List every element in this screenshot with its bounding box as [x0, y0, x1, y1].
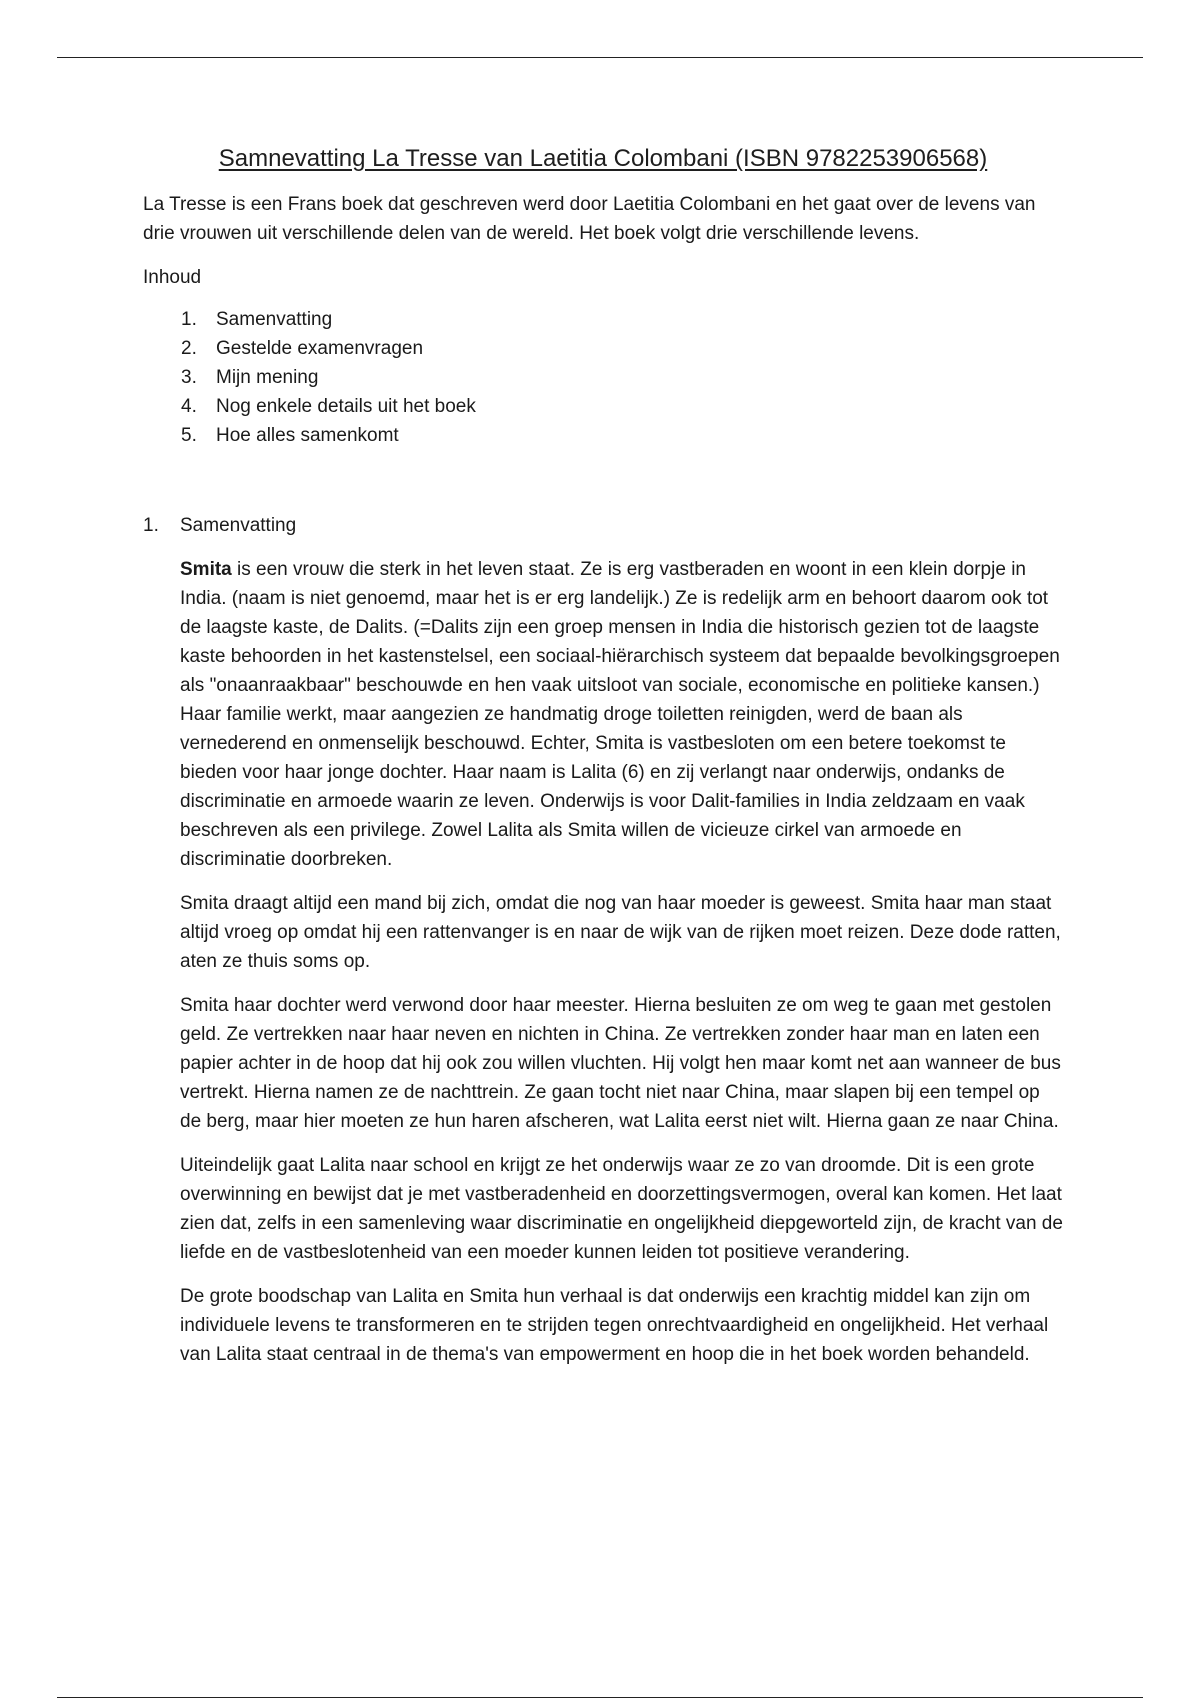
toc-item-label: Nog enkele details uit het boek — [216, 396, 476, 417]
header-rule — [57, 57, 1143, 58]
toc-item — [181, 305, 1063, 334]
toc-item-number: 1. — [181, 309, 197, 330]
section-body — [143, 555, 1063, 1369]
toc-item-number: 5. — [181, 425, 197, 446]
intro-paragraph: La Tresse is een Frans boek dat geschreven werd door Laetitia Colombani en het gaat over de levens van drie vrouwen uit verschillende delen van de wereld. Het boek volgt drie verschillende levens. — [143, 194, 1036, 244]
section-number: 1. — [143, 515, 159, 536]
table-of-contents — [143, 305, 1063, 450]
toc-item-label: Mijn mening — [216, 367, 319, 388]
body-paragraph: Smita haar dochter werd verwond door haar meester. Hierna besluiten ze om weg te gaan met gestolen geld. Ze vertrekken naar haar neven en nichten in China. Ze vertrekken zonder haar man en laten een papier achter in de hoop dat hij ook zou willen vluchten. Hij volgt hen maar komt net aan wanneer de bus vertrekt. Hierna namen ze de nachttrein. Ze gaan tocht niet naar China, maar slapen bij een tempel op de berg, maar hier moeten ze hun haren afscheren, wat Lalita eerst niet wilt. Hierna gaan ze naar China. — [180, 995, 1061, 1132]
toc-item — [181, 334, 1063, 363]
toc-item-label: Samenvatting — [216, 309, 333, 330]
paragraph-text: is een vrouw die sterk in het leven staat. Ze is erg vastberaden en woont in een klein dorpje in India. (naam is niet genoemd, maar het is er erg landelijk.) Ze is redelijk arm en behoort daarom ook tot de laagste kaste, de Dalits. (=Dalits zijn een groep mensen in India die historisch gezien tot de laagste kaste behoorden in het kastenstelsel, een sociaal-hiërarchisch systeem dat bepaalde bevolkingsgroepen als "onaanraakbaar" beschouwde en hen vaak uitsloot van sociale, economische en politieke kansen.) Haar familie werkt, maar aangezien ze handmatig droge toiletten reinigden, werd de baan als vernederend en onmenselijk beschouwd. Echter, Smita is vastbesloten om een betere toekomst te bieden voor haar jonge dochter. Haar naam is Lalita (6) en zij verlangt naar onderwijs, ondanks de discriminatie en armoede waarin ze leven. Onderwijs is voor Dalit-families in India zeldzaam en vaak beschreven als een privilege. Zowel Lalita als Smita willen de vicieuze cirkel van armoede en discriminatie doorbreken. — [180, 559, 1060, 870]
document-page — [143, 142, 1063, 1384]
toc-item-number: 4. — [181, 396, 197, 417]
section-heading-samenvatting — [143, 511, 1063, 540]
toc-item-label: Gestelde examenvragen — [216, 338, 424, 359]
toc-item — [181, 363, 1063, 392]
section-heading-label: Samenvatting — [180, 515, 297, 536]
document-title: Samnevatting La Tresse van Laetitia Colombani (ISBN 9782253906568) — [218, 145, 988, 172]
footer-rule — [57, 1697, 1143, 1698]
body-paragraph — [180, 555, 1063, 874]
toc-item-label: Hoe alles samenkomt — [216, 425, 399, 446]
bold-name: Smita — [180, 559, 232, 580]
toc-item-number: 3. — [181, 367, 197, 388]
body-paragraph: Smita draagt altijd een mand bij zich, omdat die nog van haar moeder is geweest. Smita haar man staat altijd vroeg op omdat hij een rattenvanger is en naar de wijk van de rijken moet reizen. Deze dode ratten, aten ze thuis soms op. — [180, 893, 1061, 972]
toc-heading: Inhoud — [143, 267, 202, 288]
body-paragraph: Uiteindelijk gaat Lalita naar school en krijgt ze het onderwijs waar ze zo van droomde. Dit is een grote overwinning en bewijst dat je met vastberadenheid en doorzettingsvermogen, overal kan komen. Het laat zien dat, zelfs in een samenleving waar discriminatie en ongelijkheid diepgeworteld zijn, de kracht van de liefde en de vastbeslotenheid van een moeder kunnen leiden tot positieve verandering. — [180, 1155, 1063, 1263]
body-paragraph: De grote boodschap van Lalita en Smita hun verhaal is dat onderwijs een krachtig middel kan zijn om individuele levens te transformeren en te strijden tegen onrechtvaardigheid en ongelijkheid. Het verhaal van Lalita staat centraal in de thema's van empowerment en hoop die in het boek worden behandeld. — [180, 1286, 1049, 1365]
toc-item — [181, 392, 1063, 421]
toc-item-number: 2. — [181, 338, 197, 359]
toc-item — [181, 421, 1063, 450]
